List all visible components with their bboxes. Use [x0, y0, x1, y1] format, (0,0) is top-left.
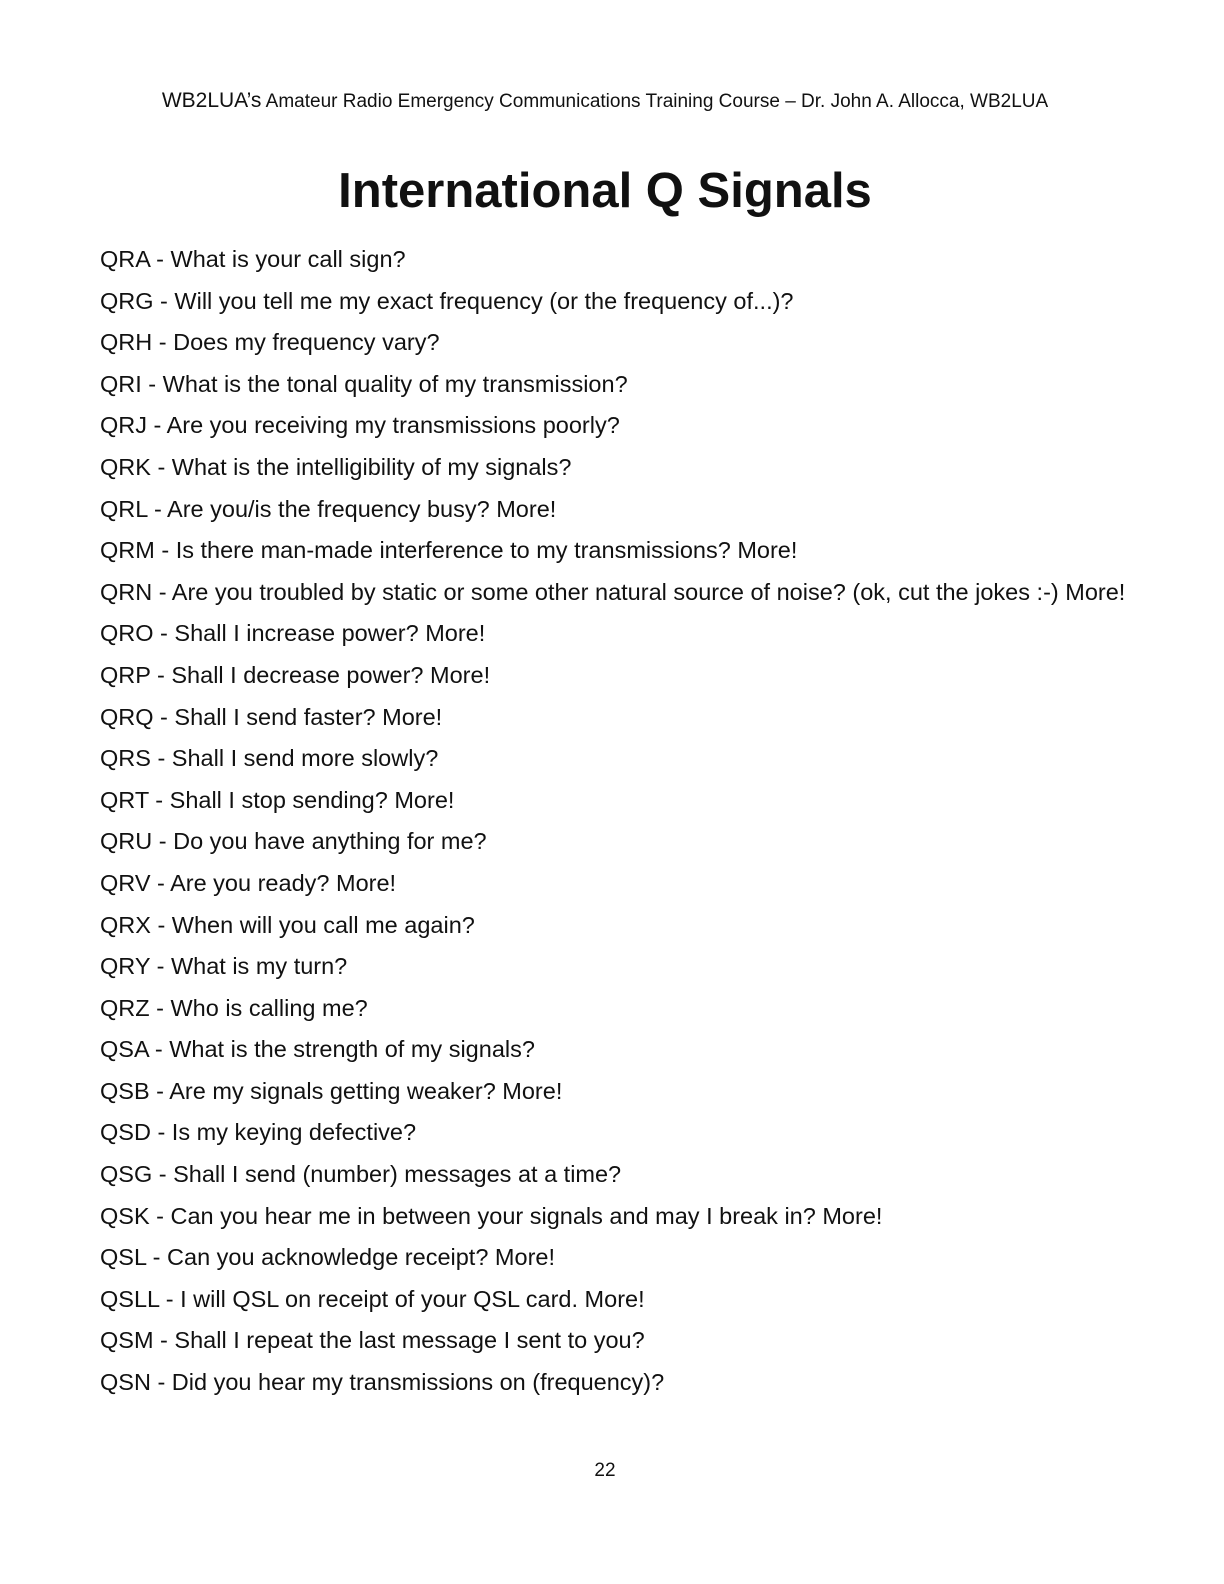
q-signal-item: QRV - Are you ready? More!: [100, 869, 397, 896]
q-signal-item: QSL - Can you acknowledge receipt? More!: [100, 1244, 556, 1271]
q-signal-item: QRZ - Who is calling me?: [100, 994, 368, 1021]
q-signal-item: QRN - Are you troubled by static or some other natural source of noise? (ok, cut the jokes :-) More!: [100, 578, 1126, 605]
q-signal-item: QRG - Will you tell me my exact frequency (or the frequency of...)?: [100, 287, 794, 314]
header-brand: WB2LUA’s: [161, 89, 262, 112]
page-number: 22: [594, 1460, 616, 1481]
q-signal-item: QRS - Shall I send more slowly?: [100, 745, 439, 772]
q-signal-list: [100, 239, 1160, 1404]
q-signal-item: QSK - Can you hear me in between your signals and may I break in? More!: [100, 1202, 883, 1229]
q-signal-item: QSLL - I will QSL on receipt of your QSL card. More!: [100, 1285, 645, 1312]
q-signal-item: QSB - Are my signals getting weaker? More!: [100, 1077, 563, 1104]
q-signal-item: QRX - When will you call me again?: [100, 911, 475, 938]
q-signal-item: QRA - What is your call sign?: [100, 246, 406, 272]
q-signal-item: QRI - What is the tonal quality of my transmission?: [100, 370, 628, 397]
q-signal-item: QRH - Does my frequency vary?: [100, 329, 440, 356]
q-signal-item: QRM - Is there man-made interference to my transmissions? More!: [100, 537, 798, 564]
q-signal-item: QRU - Do you have anything for me?: [100, 828, 487, 855]
page-title: International Q Signals: [338, 164, 872, 218]
q-signal-item: QSM - Shall I repeat the last message I sent to you?: [100, 1327, 645, 1354]
q-signal-item: QRP - Shall I decrease power? More!: [100, 661, 491, 688]
header-course-title: Amateur Radio Emergency Communications Training Course – Dr. John A. Allocca, WB2LUA: [261, 91, 1049, 112]
q-signal-item: QRK - What is the intelligibility of my signals?: [100, 453, 572, 480]
q-signal-item: QSD - Is my keying defective?: [100, 1119, 417, 1146]
running-header: [0, 88, 1210, 115]
q-signal-item: QRJ - Are you receiving my transmissions poorly?: [100, 412, 620, 439]
q-signal-item: QRQ - Shall I send faster? More!: [100, 703, 443, 730]
q-signal-item: QRY - What is my turn?: [100, 953, 348, 980]
q-signal-item: QSN - Did you hear my transmissions on (frequency)?: [100, 1369, 665, 1396]
q-signal-item: QRT - Shall I stop sending? More!: [100, 786, 455, 813]
q-signal-item: QSG - Shall I send (number) messages at a time?: [100, 1161, 622, 1188]
q-signal-item: QSA - What is the strength of my signals?: [100, 1036, 535, 1063]
q-signal-item: QRO - Shall I increase power? More!: [100, 620, 486, 647]
q-signal-item: QRL - Are you/is the frequency busy? More!: [100, 495, 557, 522]
